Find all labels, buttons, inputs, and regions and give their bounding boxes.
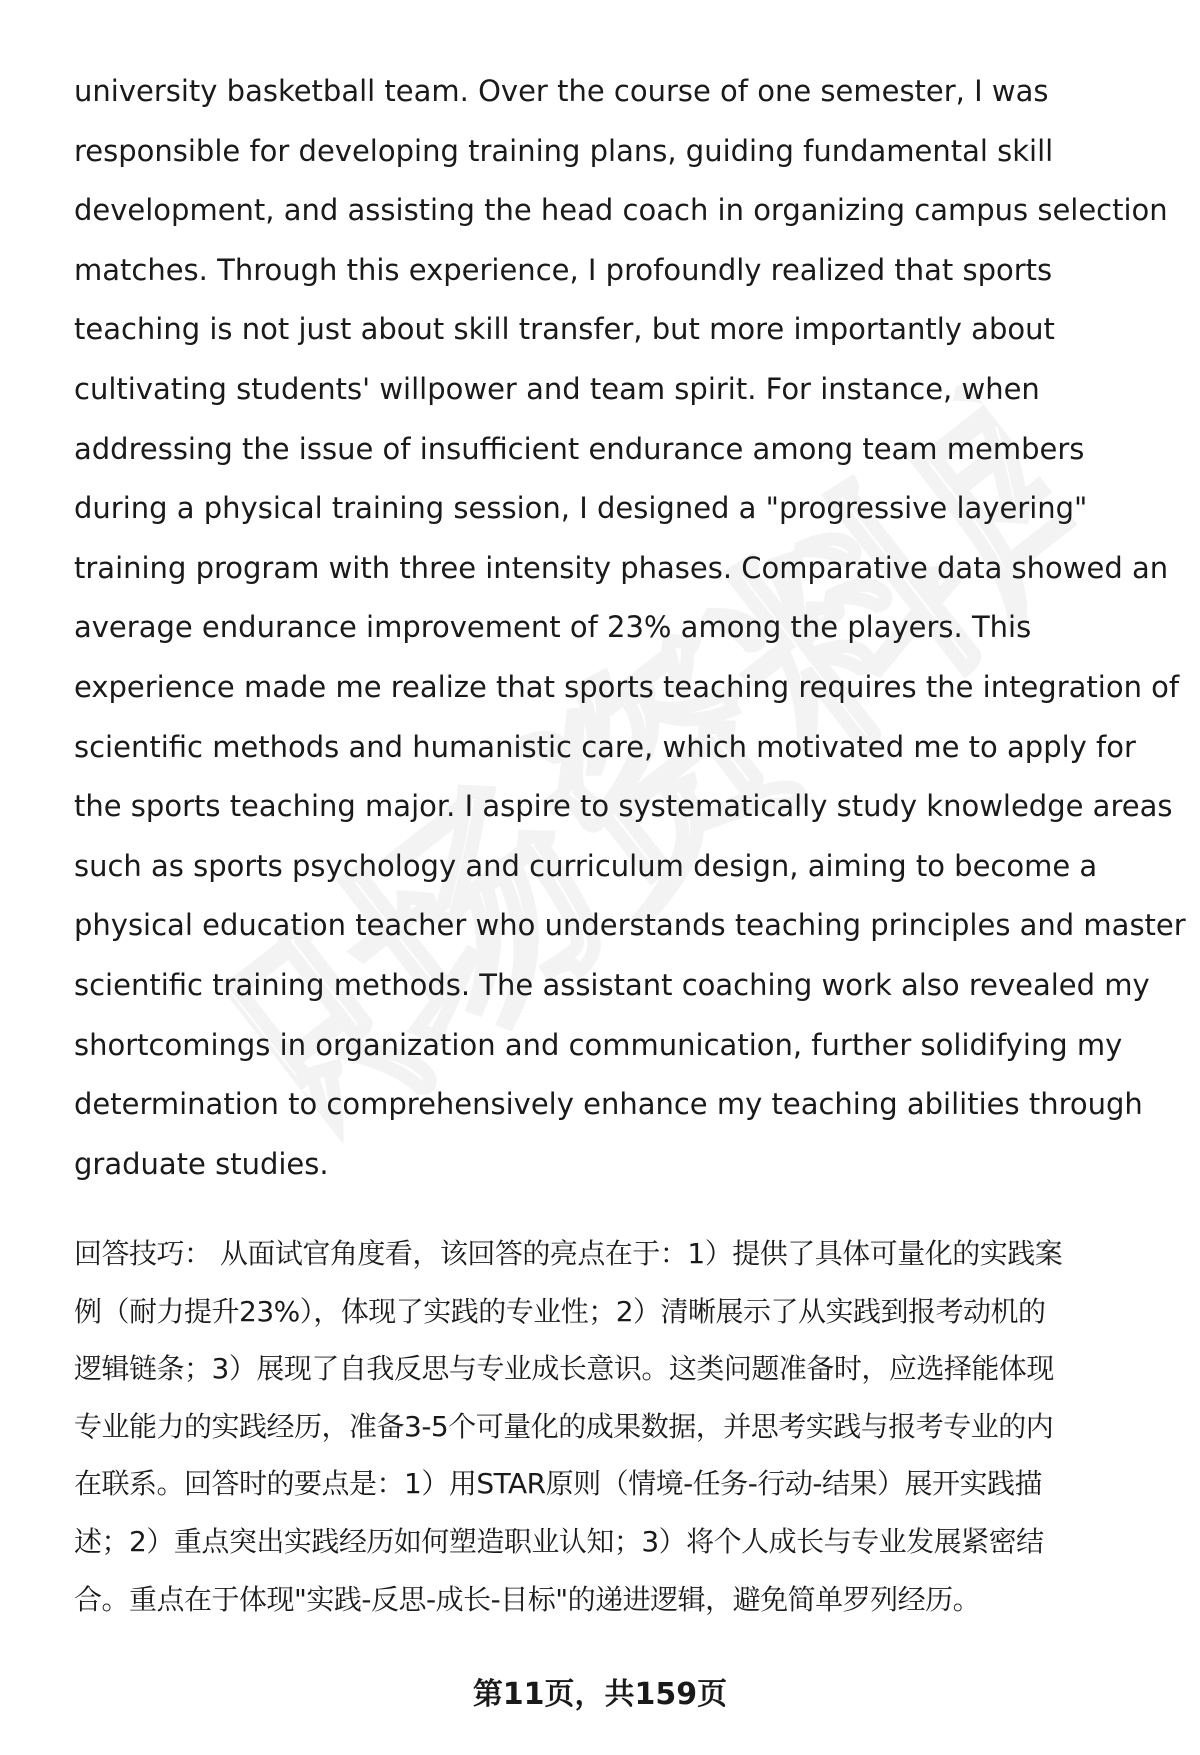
essay-line: physical education teacher who understands teaching principles and master <box>74 908 1186 943</box>
essay-line: addressing the issue of insufficient endurance among team members <box>74 431 1085 466</box>
essay-line: cultivating students' willpower and team spirit. For instance, when <box>74 371 1040 406</box>
essay-line: determination to comprehensively enhance my teaching abilities through <box>74 1087 1143 1122</box>
tips-line: 述；2）重点突出实践经历如何塑造职业认知；3）将个人成长与专业发展紧密结 <box>74 1524 1044 1558</box>
page-number-footer: 第11页，共159页 <box>472 1677 728 1712</box>
essay-line: the sports teaching major. I aspire to systematically study knowledge areas <box>74 789 1173 824</box>
essay-line: teaching is not just about skill transfer, but more importantly about <box>74 312 1055 347</box>
tips-line: 在联系。回答时的要点是：1）用STAR原则（情境-任务-行动-结果）展开实践描 <box>74 1467 1042 1501</box>
essay-line: experience made me realize that sports teaching requires the integration of <box>74 669 1180 704</box>
answer-tips-section <box>74 1225 1164 1628</box>
essay-line: such as sports psychology and curriculum design, aiming to become a <box>74 848 1098 883</box>
essay-line: university basketball team. Over the course of one semester, I was <box>74 74 1049 108</box>
essay-line: scientific training methods. The assistant coaching work also revealed my <box>74 967 1150 1002</box>
tips-line: 逻辑链条；3）展现了自我反思与专业成长意识。这类问题准备时，应选择能体现 <box>74 1352 1054 1386</box>
essay-line: graduate studies. <box>74 1146 329 1181</box>
tips-line: 回答技巧： 从面试官角度看，该回答的亮点在于：1）提供了具体可量化的实践案 <box>74 1237 1063 1270</box>
essay-line: responsible for developing training plans, guiding fundamental skill <box>74 133 1054 168</box>
tips-line: 合。重点在于体现"实践-反思-成长-目标"的递进逻辑，避免简单罗列经历。 <box>74 1582 981 1616</box>
essay-line: during a physical training session, I designed a "progressive layering" <box>74 491 1088 526</box>
essay-line: scientific methods and humanistic care, which motivated me to apply for <box>74 729 1136 764</box>
essay-line: matches. Through this experience, I profoundly realized that sports <box>74 252 1053 287</box>
tips-line: 例（耐力提升23%），体现了实践的专业性；2）清晰展示了从实践到报考动机的 <box>74 1294 1046 1328</box>
essay-line: shortcomings in organization and communication, further solidifying my <box>74 1027 1123 1062</box>
essay-line: training program with three intensity phases. Comparative data showed an <box>74 550 1169 585</box>
essay-line: average endurance improvement of 23% among the players. This <box>74 610 1032 645</box>
tips-line: 专业能力的实践经历，准备3-5个可量化的成果数据，并思考实践与报考专业的内 <box>74 1409 1054 1443</box>
essay-body <box>74 62 1186 1194</box>
essay-line: development, and assisting the head coach in organizing campus selection <box>74 193 1168 228</box>
